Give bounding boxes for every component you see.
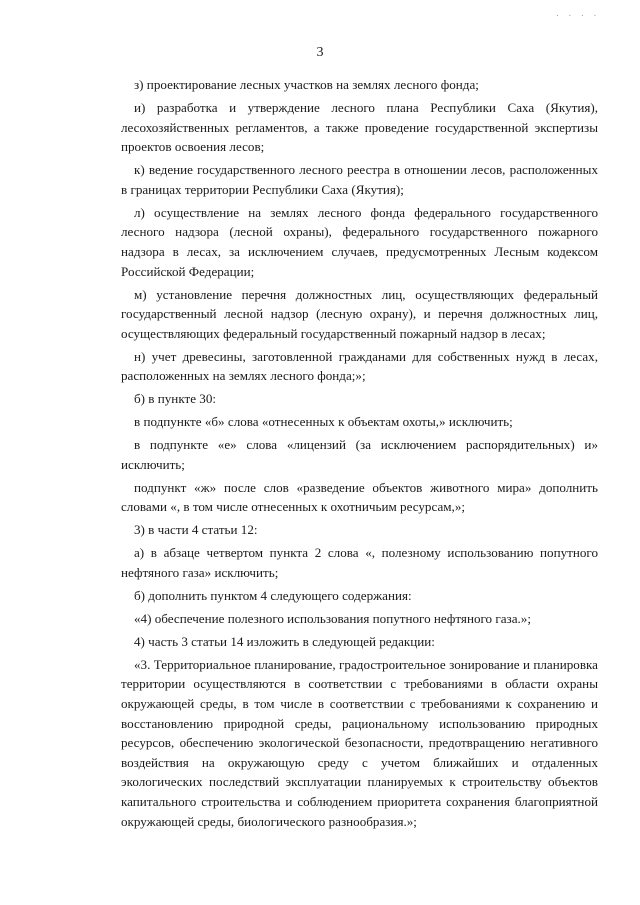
paragraph-part-3: «3. Территориальное планирование, градостроительное зонирование и планировка территории осуществляются в соответствии с требованиями в области охраны окружающей среды, в том числе в соответствии с требованиями к сохранению и восстановлению природной среды, рациональному использованию природных ресурсов, обеспечению экологической безопасности, предотвращению негативного воздействия на окружающую среду с учетом ближайших и отдаленных экологических последствий эксплуатации планируемых к строительству объектов капитального строительства и соблюдением приоритета сохранения благоприятной окружающей среды, биологического разнообразия.»; xyxy=(121,656,598,829)
paragraph-k: к) ведение государственного лесного реестра в отношении лесов, расположенных в границах территории Республики Саха (Якутия); xyxy=(121,162,598,197)
paragraph-b: б) дополнить пунктом 4 следующего содержания: xyxy=(134,587,412,603)
paragraph-n: н) учет древесины, заготовленной гражданами для собственных нужд в лесах, расположенных на землях лесного фонда;»; xyxy=(121,348,598,384)
paragraph-subpoint-b: в подпункте «б» слова «отнесенных к объектам охоты,» исключить; xyxy=(134,414,513,430)
paragraph-a: а) в абзаце четвертом пункта 2 слова «, полезному использованию попутного нефтяного газа» исключить; xyxy=(121,545,598,580)
paragraph-z: з) проектирование лесных участков на землях лесного фонда; xyxy=(134,77,479,92)
document-body xyxy=(121,75,598,835)
paragraph-point-4: «4) обеспечение полезного использования попутного нефтяного газа.»; xyxy=(134,610,531,626)
paragraph-b-point-30: б) в пункте 30: xyxy=(134,391,217,407)
paragraph-item-4: 4) часть 3 статьи 14 изложить в следующей редакции: xyxy=(134,633,435,649)
paragraph-subpoint-e: в подпункте «е» слова «лицензий (за исключением распорядительных) и» исключить; xyxy=(121,437,598,472)
paragraph-subpoint-zh: подпункт «ж» после слов «разведение объектов животного мира» дополнить словами «, в том числе отнесенных к охотничьим ресурсам,»; xyxy=(121,479,598,515)
paragraph-l: л) осуществление на землях лесного фонда федерального государственного лесного надзора (лесной охраны), федерального государственного пожарного надзора в лесах, за исключением случаев, предусмотренных Лесным кодексом Российской Федерации; xyxy=(121,204,598,279)
scan-corner-marks: . . . . xyxy=(556,8,600,18)
paragraph-item-3: 3) в части 4 статьи 12: xyxy=(134,522,258,538)
paragraph-i: и) разработка и утверждение лесного плана Республики Саха (Якутия), лесохозяйственных регламентов, а также проведение государственной экспертизы проектов освоения лесов; xyxy=(121,99,598,155)
paragraph-m: м) установление перечня должностных лиц, осуществляющих федеральный государственный лесной надзор (лесную охрану), и перечня должностных лиц, осуществляющих федеральный государственный пожарный надзор в лесах; xyxy=(121,286,598,341)
page-number: 3 xyxy=(316,45,324,60)
